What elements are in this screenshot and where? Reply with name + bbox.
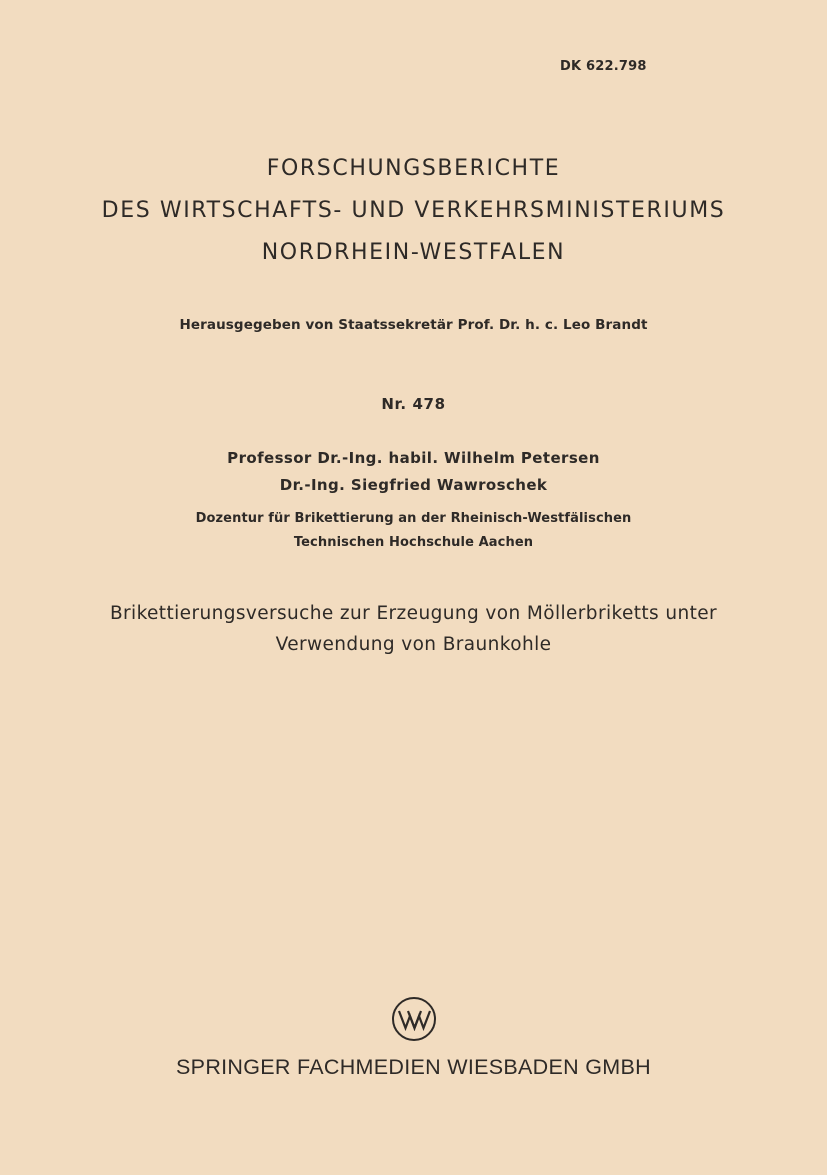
author-1: Professor Dr.-Ing. habil. Wilhelm Petersen: [227, 449, 600, 467]
series-title-line-2: DES WIRTSCHAFTS- UND VERKEHRSMINISTERIUMS: [101, 198, 726, 223]
report-number: Nr. 478: [381, 395, 446, 413]
institution-line-2: Technischen Hochschule Aachen: [293, 535, 534, 550]
series-title-line-3: NORDRHEIN-WESTFALEN: [261, 240, 566, 265]
classification-code: DK 622.798: [560, 59, 647, 74]
springer-vs-logo-icon: [391, 996, 437, 1042]
report-title-line-1: Brikettierungsversuche zur Erzeugung von Möllerbriketts unter: [109, 603, 718, 624]
series-title-line-1: FORSCHUNGSBERICHTE: [266, 156, 561, 181]
author-2: Dr.-Ing. Siegfried Wawroschek: [279, 476, 548, 494]
publisher-name: SPRINGER FACHMEDIEN WIESBADEN GMBH: [176, 1055, 651, 1079]
editor-line: Herausgegeben von Staatssekretär Prof. Dr. h. c. Leo Brandt: [179, 317, 648, 333]
institution-line-1: Dozentur für Brikettierung an der Rheinisch-Westfälischen: [195, 511, 632, 526]
report-title-line-2: Verwendung von Braunkohle: [275, 634, 552, 655]
